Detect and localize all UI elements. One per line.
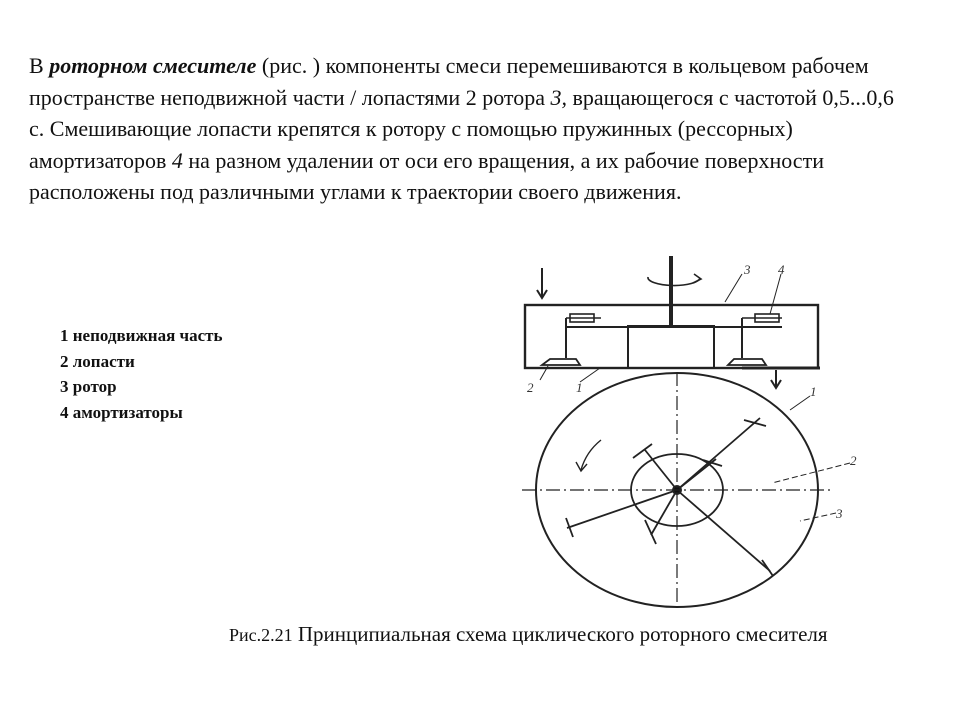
blade-arms [567, 418, 770, 571]
caption-figure-number: Рис.2.21 [229, 625, 293, 645]
label-top-absorber: 4 [778, 262, 785, 277]
legend-item-absorbers: 4 амортизаторы [60, 402, 183, 422]
label-side-blade: 2 [527, 380, 534, 395]
plan-rotation-arrow-icon [576, 440, 601, 471]
intro-term: роторном смесителе [49, 53, 257, 78]
left-blade [542, 359, 580, 365]
label-plan-rotor: 3 [836, 506, 843, 521]
intro-text-2: (рис. ) компоненты смеси перемешиваются в кольцевом рабочем пространстве неподвижной части / лопастями 2 ротора [29, 53, 869, 110]
intro-text-4: на разном удалении от оси его вращения, а их рабочие поверхности расположены под различными углами к траектории своего движения. [29, 147, 824, 204]
outlet-arrow-icon [742, 368, 820, 388]
label-side-fixed: 1 [576, 380, 583, 395]
central-hub [628, 326, 714, 368]
legend-list [60, 323, 223, 425]
figure-caption [229, 619, 889, 651]
right-absorber [742, 314, 782, 358]
intro-rotor-num: 3, [550, 84, 568, 110]
label-plan-blade: 2 [850, 453, 857, 468]
caption-text: Принципиальная схема циклического роторного смесителя [292, 622, 828, 646]
intro-text-3: вращающегося с частотой 0,5...0,6 с. Смешивающие лопасти крепятся к ротору с помощью пружинных (рессорных) амортизаторов [29, 84, 894, 173]
intro-paragraph [29, 50, 909, 208]
inlet-arrow-icon [537, 268, 547, 298]
intro-absorber-num: 4 [171, 147, 183, 173]
label-plan-fixed: 1 [810, 384, 817, 399]
legend-item-blades: 2 лопасти [60, 351, 135, 371]
left-absorber [566, 314, 601, 358]
legend-item-rotor: 3 ротор [60, 377, 117, 396]
rotation-arrow-icon [648, 274, 701, 286]
mixer-diagram [500, 250, 870, 620]
right-blade [728, 359, 766, 365]
intro-text-1: В [29, 53, 50, 78]
label-top-rotor: 3 [744, 262, 751, 277]
legend-item-fixed: 1 неподвижная часть [60, 326, 223, 345]
